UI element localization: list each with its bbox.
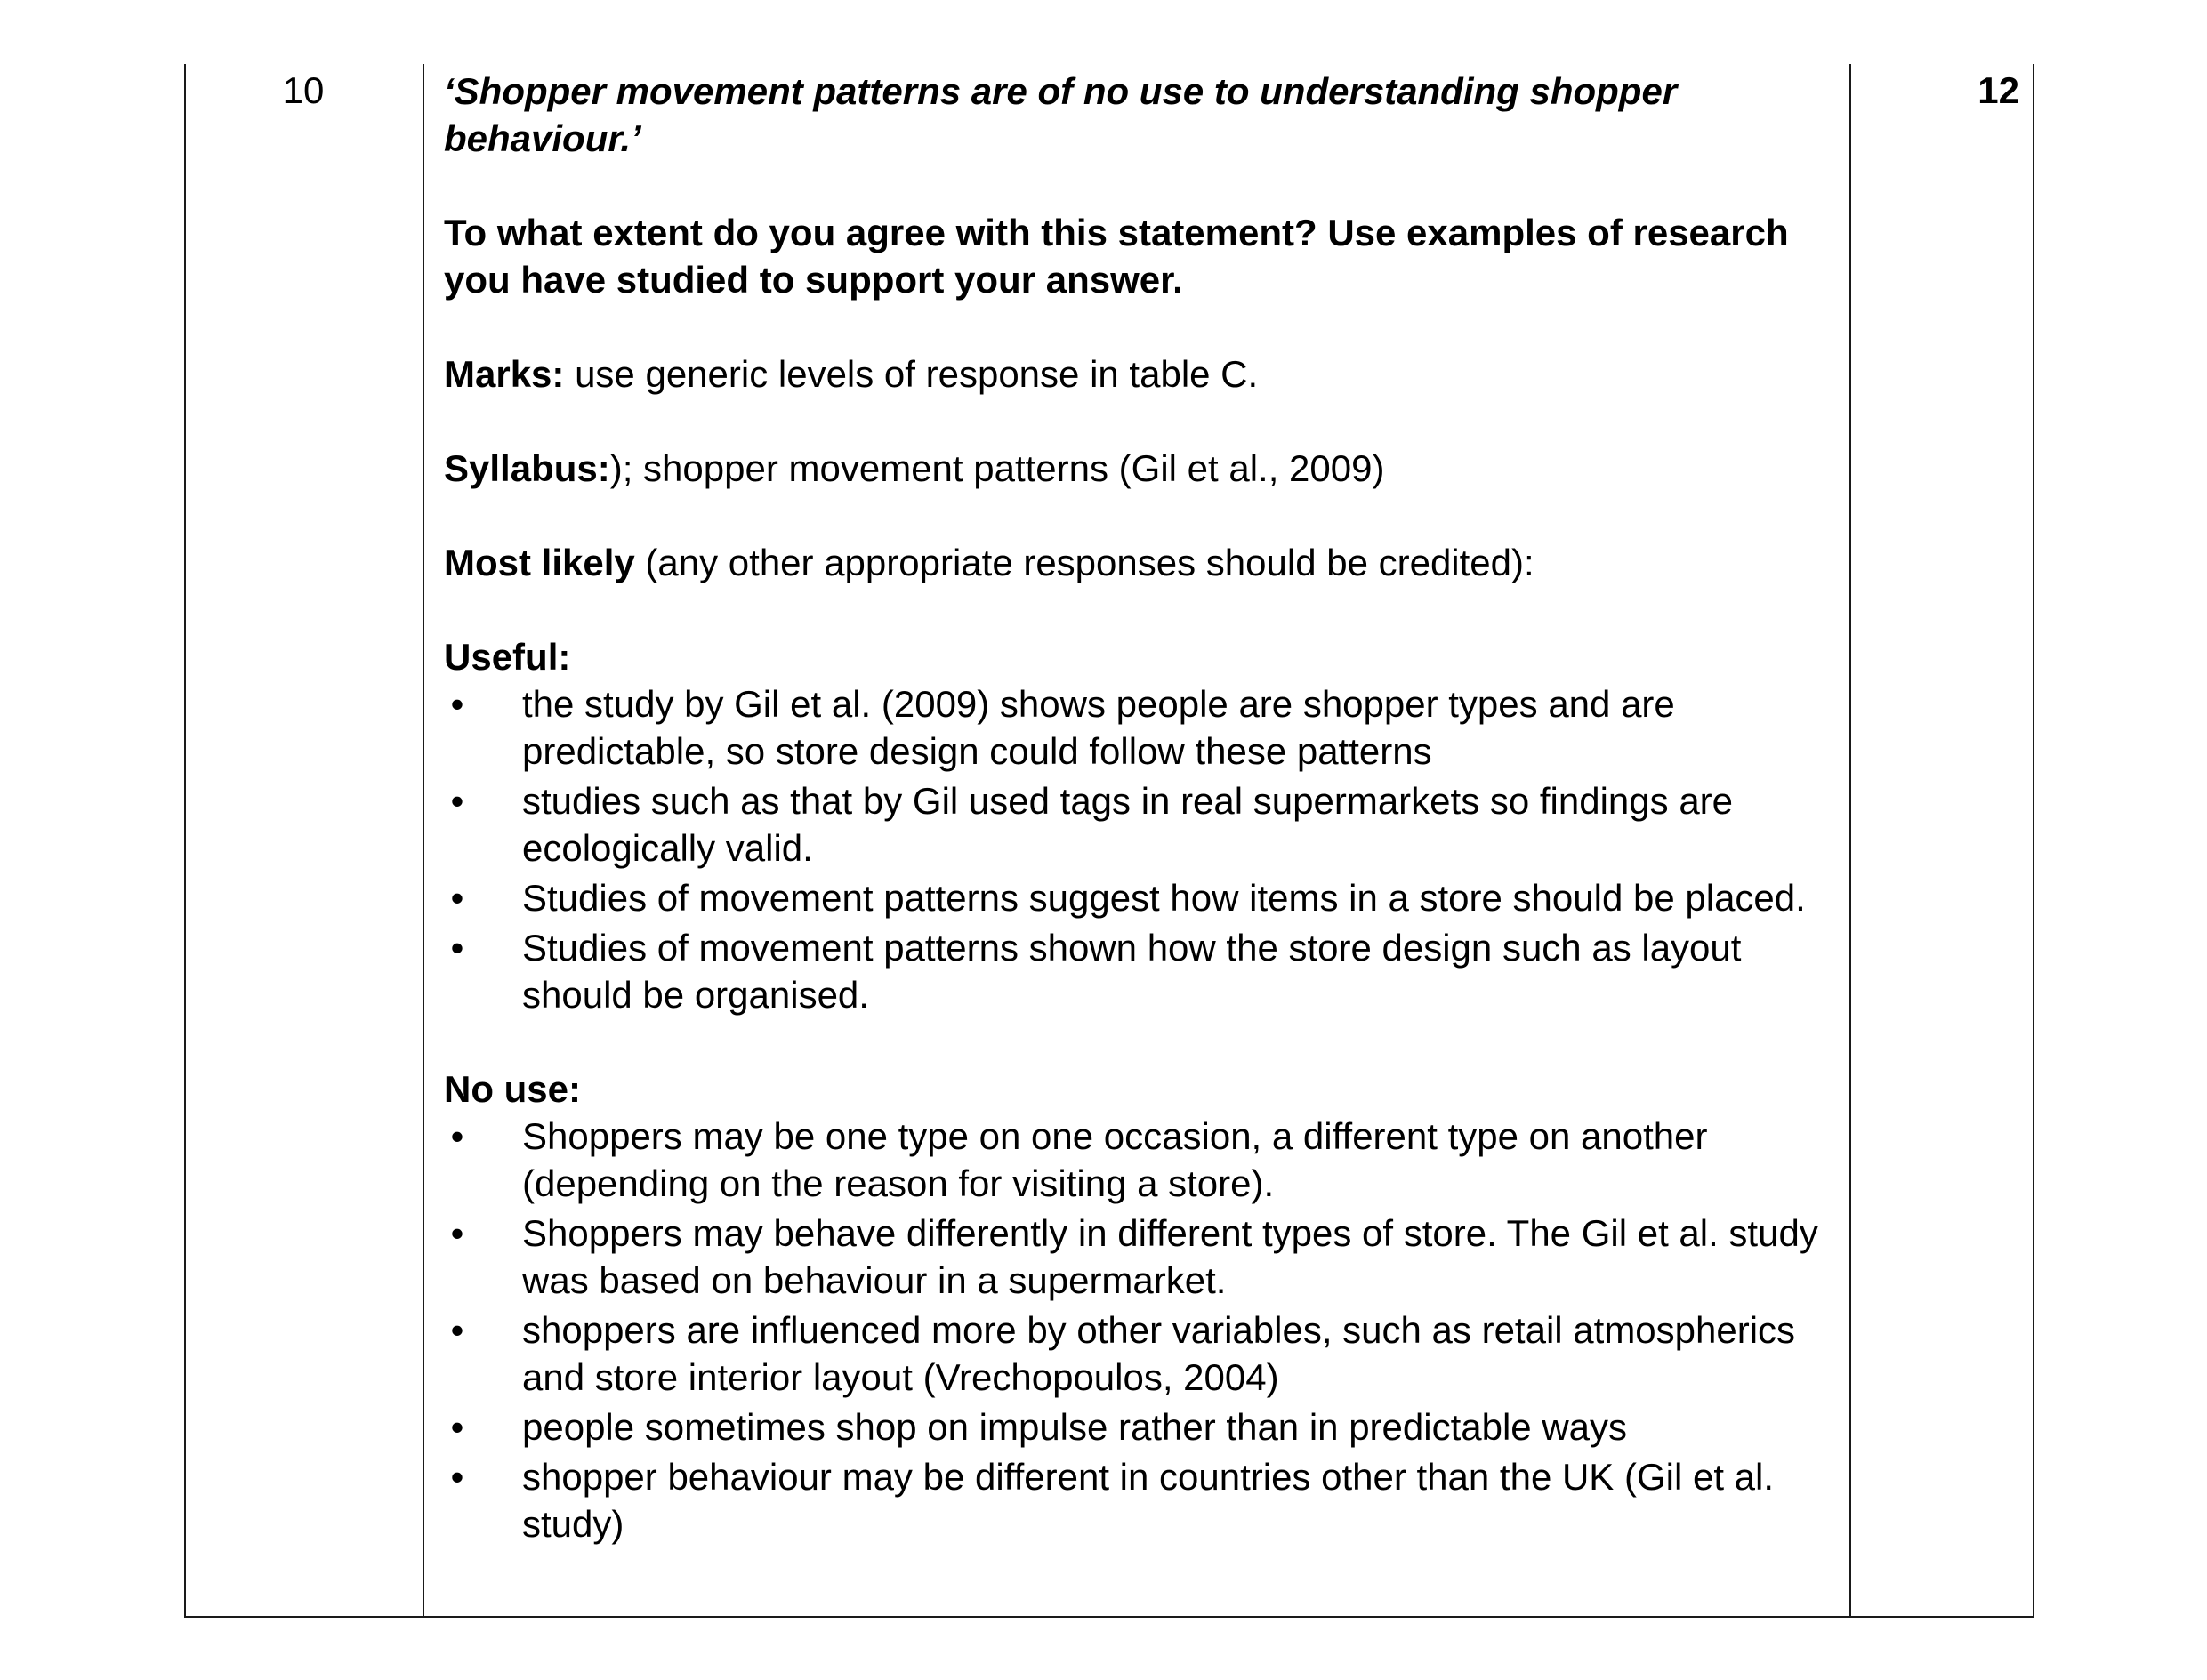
question-quote: ‘Shopper movement patterns are of no use to understanding shopper behaviour.’ <box>444 70 1678 159</box>
question-number: 10 <box>282 69 325 111</box>
most-likely-note <box>444 539 1832 586</box>
no-use-heading: No use: <box>444 1068 582 1110</box>
column-divider-marks <box>1849 64 1851 1618</box>
syllabus-note <box>444 445 1832 492</box>
bullet-icon: • <box>450 1309 464 1351</box>
list-item-text: Shoppers may be one type on one occasion, a different type on another (depending on the reason for visiting a store). <box>522 1115 1708 1204</box>
list-item <box>444 924 1832 1018</box>
most-likely-text: (any other appropriate responses should be credited): <box>634 542 1534 583</box>
list-item <box>444 777 1832 872</box>
list-item <box>444 1113 1832 1207</box>
column-divider-question <box>423 64 424 1618</box>
list-item-text: people sometimes shop on impulse rather than in predictable ways <box>522 1406 1628 1448</box>
bullet-icon: • <box>450 877 464 919</box>
list-item-text: the study by Gil et al. (2009) shows people are shopper types and are predictable, so store design could follow these patterns <box>522 683 1675 772</box>
answer-guidance <box>444 68 1832 1550</box>
marks-label: Marks: <box>444 353 565 395</box>
list-item-text: Studies of movement patterns suggest how items in a store should be placed. <box>522 877 1806 919</box>
most-likely-label: Most likely <box>444 542 635 583</box>
bullet-icon: • <box>450 1406 464 1448</box>
list-item-text: shopper behaviour may be different in countries other than the UK (Gil et al. study) <box>522 1456 1775 1545</box>
list-item-text: shoppers are influenced more by other variables, such as retail atmospherics and store interior layout (Vrechopoulos, 2004) <box>522 1309 1796 1398</box>
syllabus-text: ); shopper movement patterns (Gil et al., 2009) <box>609 447 1385 489</box>
bullet-icon: • <box>450 780 464 822</box>
bullet-icon: • <box>450 1456 464 1498</box>
bullet-icon: • <box>450 1212 464 1254</box>
list-item-text: Shoppers may behave differently in different types of store. The Gil et al. study was based on behaviour in a supermarket. <box>522 1212 1818 1301</box>
marks-note <box>444 350 1832 398</box>
question-marks: 12 <box>1977 69 2019 111</box>
list-item <box>444 1210 1832 1304</box>
bullet-icon: • <box>450 1115 464 1157</box>
list-item <box>444 1403 1832 1451</box>
bullet-icon: • <box>450 927 464 969</box>
list-item <box>444 680 1832 775</box>
no-use-list <box>444 1113 1832 1547</box>
useful-heading: Useful: <box>444 636 571 678</box>
useful-list <box>444 680 1832 1018</box>
list-item <box>444 1306 1832 1401</box>
marks-text: use generic levels of response in table C. <box>564 353 1259 395</box>
bullet-icon: • <box>450 683 464 725</box>
list-item-text: studies such as that by Gil used tags in real supermarkets so findings are ecologically valid. <box>522 780 1734 869</box>
list-item <box>444 1453 1832 1547</box>
list-item <box>444 874 1832 921</box>
list-item-text: Studies of movement patterns shown how the store design such as layout should be organised. <box>522 927 1742 1016</box>
syllabus-label: Syllabus: <box>444 447 610 489</box>
question-task: To what extent do you agree with this statement? Use examples of research you have studied to support your answer. <box>444 212 1789 301</box>
